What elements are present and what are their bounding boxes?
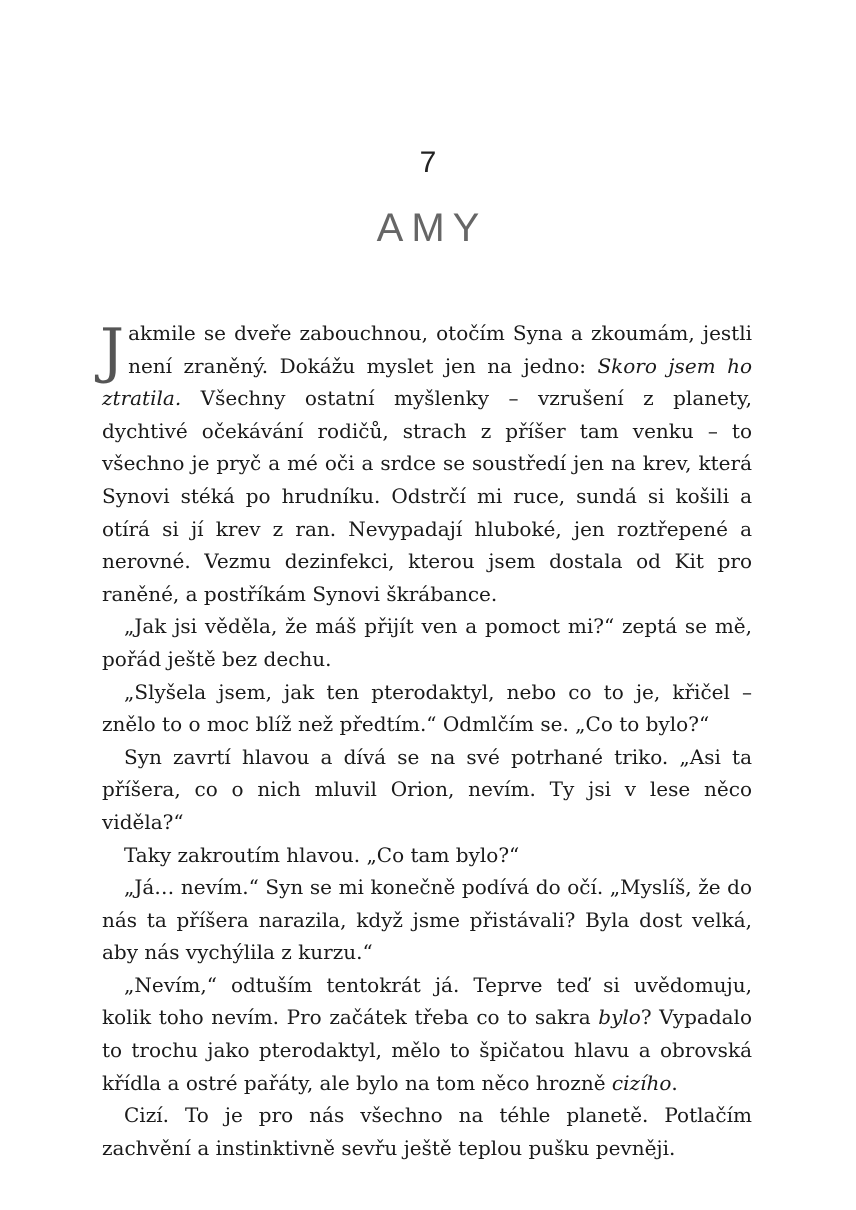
italic-text: Skoro jsem ho ztratila.	[102, 353, 753, 411]
paragraph	[102, 839, 752, 872]
text-run: Taky zakroutím hlavou. „Co tam bylo?“	[124, 842, 520, 867]
first-paragraph	[102, 317, 752, 610]
paragraph	[102, 676, 752, 741]
chapter-body	[102, 317, 752, 1164]
chapter-title: AMY	[376, 206, 488, 250]
text-run: ? Vypadalo to trochu jako pterodaktyl, mělo to špičatou hlavu a obrovská křídla a ostré pařáty, ale bylo na tom něco hrozně	[102, 1005, 752, 1095]
paragraph	[102, 741, 752, 839]
italic-text: bylo	[598, 1005, 641, 1030]
chapter-number: 7	[419, 146, 437, 179]
text-run: Všechny ostatní myšlenky – vzrušení z planety, dychtivé očekávání rodičů, strach z příšer tam venku – to všechno je pryč a mé oči a srdce se soustředí jen na krev, která Synovi stéká po hrudníku. Odstrčí mi ruce, sundá si košili a otírá si jí krev z ran. Nevypadají hluboké, jen roztřepené a nerovné. Vezmu dezinfekci, kterou jsem dostala od Kit pro raněné, a postříkám Synovi škrábance.	[102, 386, 752, 606]
text-run: „Já… nevím.“ Syn se mi konečně podívá do očí. „Myslíš, že do nás ta příšera narazila, když jsme přistávali? Byla dost velká, aby nás vychýlila z kurzu.“	[102, 875, 752, 965]
drop-cap: J	[100, 316, 125, 386]
text-run: „Slyšela jsem, jak ten pterodaktyl, nebo co to je, křičel – znělo to o moc blíž než předtím.“ Odmlčím se. „Co to bylo?“	[102, 679, 752, 737]
paragraph	[102, 871, 752, 969]
paragraph	[102, 969, 752, 1099]
text-run: Syn zavrtí hlavou a dívá se na své potrhané triko. „Asi ta příšera, co o nich mluvil Orion, nevím. Ty jsi v lese něco viděla?“	[102, 744, 752, 834]
text-run: „Nevím,“ odtuším tentokrát já. Teprve teď si uvědomuju, kolik toho nevím. Pro začátek třeba co to sakra	[102, 972, 752, 1030]
italic-text: cizího	[611, 1070, 672, 1095]
text-run: .	[671, 1070, 678, 1095]
text-run: Cizí. To je pro nás všechno na téhle planetě. Potlačím zachvění a instinktivně sevřu ještě teplou pušku pevněji.	[102, 1103, 752, 1160]
text-run: „Jak jsi věděla, že máš přijít ven a pomoct mi?“ zeptá se mě, pořád ještě bez dechu.	[102, 614, 752, 671]
paragraph	[102, 610, 752, 675]
paragraph	[102, 1099, 752, 1164]
text-run: akmile se dveře zabouchnou, otočím Syna a zkoumám, jestli není zraněný. Dokážu myslet jen na jedno:	[128, 321, 752, 378]
